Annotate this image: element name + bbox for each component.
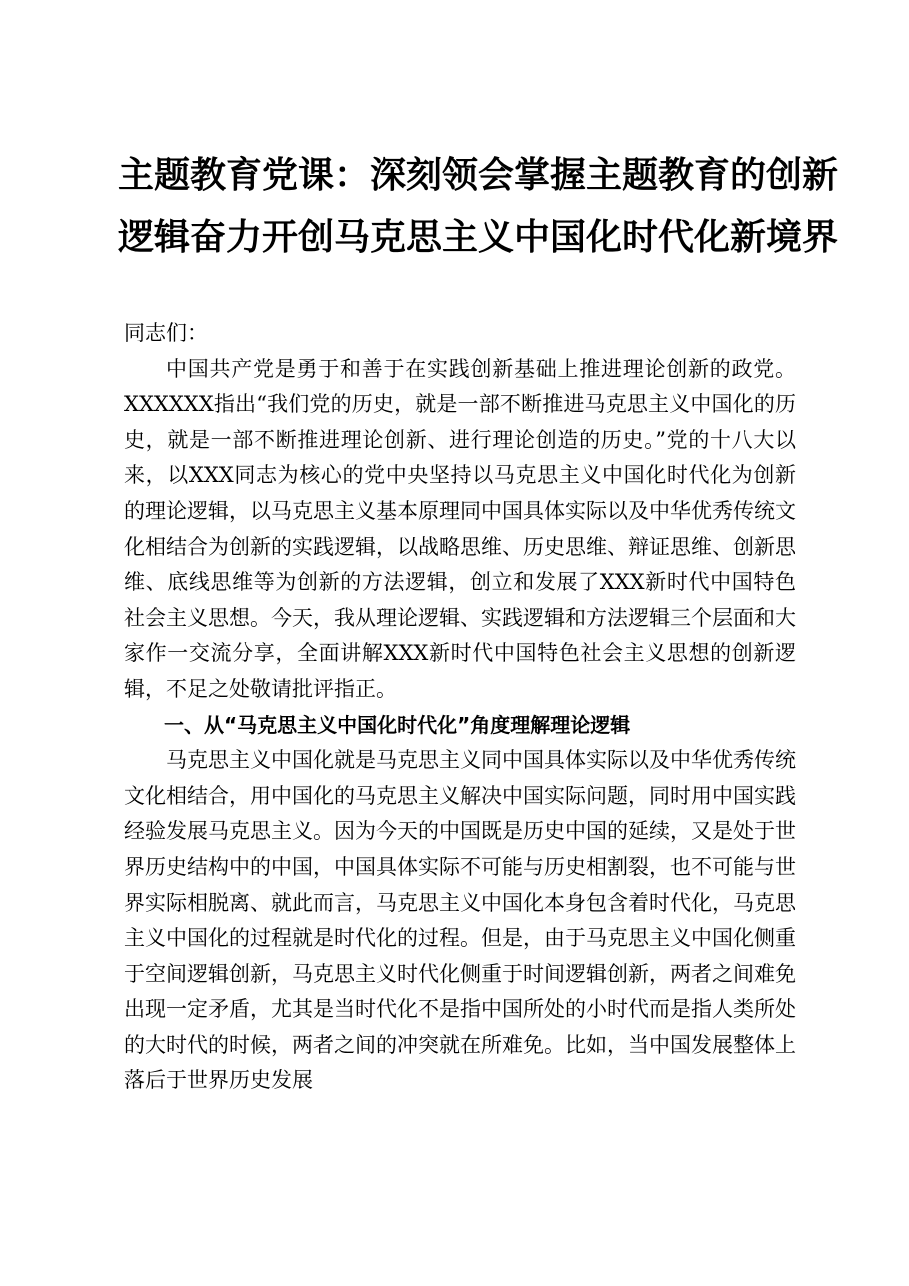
body-paragraph-2: 马克思主义中国化就是马克思主义同中国具体实际以及中华优秀传统文化相结合，用中国化的马克思主义解决中国实际问题，同时用中国实践经验发展马克思主义。因为今天的中国既是历史中国的延续，又是处于世界历史结构中的中国，中国具体实际不可能与历史相割裂，也不可能与世界实际相脱离、就此而言，马克思主义中国化本身包含着时代化，马克思主义中国化的过程就是时代化的过程。但是，由于马克思主义中国化侧重于空间逻辑创新，马克思主义时代化侧重于时间逻辑创新，两者之间难免出现一定矛盾，尤其是当时代化不是指中国所处的小时代而是指人类所处的大时代的时候，两者之间的冲突就在所难免。比如，当中国发展整体上落后于世界历史发展: [124, 748, 796, 1093]
title-line-2: 逻辑奋力开创马克思主义中国化时代化新境界: [118, 216, 839, 258]
section-heading-1: 一、从“马克思主义中国化时代化”角度理解理论逻辑: [164, 712, 631, 737]
document-title: [118, 144, 839, 268]
title-line-1: 主题教育党课：深刻领会掌握主题教育的创新: [118, 154, 839, 196]
document-body: [124, 316, 796, 1099]
salutation: 同志们：: [124, 321, 208, 345]
body-paragraph-1: 中国共产党是勇于和善于在实践创新基础上推进理论创新的政党。XXXXXX指出“我们党的历史，就是一部不断推进马克思主义中国化的历史，就是一部不断推进理论创新、进行理论创造的历史。”党的十八大以来，以XXX同志为核心的党中央坚持以马克思主义中国化时代化为创新的理论逻辑，以马克思主义基本原理同中国具体实际以及中华优秀传统文化相结合为创新的实践逻辑，以战略思维、历史思维、辩证思维、创新思维、底线思维等为创新的方法逻辑，创立和发展了XXX新时代中国特色社会主义思想。今天，我从理论逻辑、实践逻辑和方法逻辑三个层面和大家作一交流分享，全面讲解XXX新时代中国特色社会主义思想的创新逻辑，不足之处敬请批评指正。: [124, 356, 796, 701]
